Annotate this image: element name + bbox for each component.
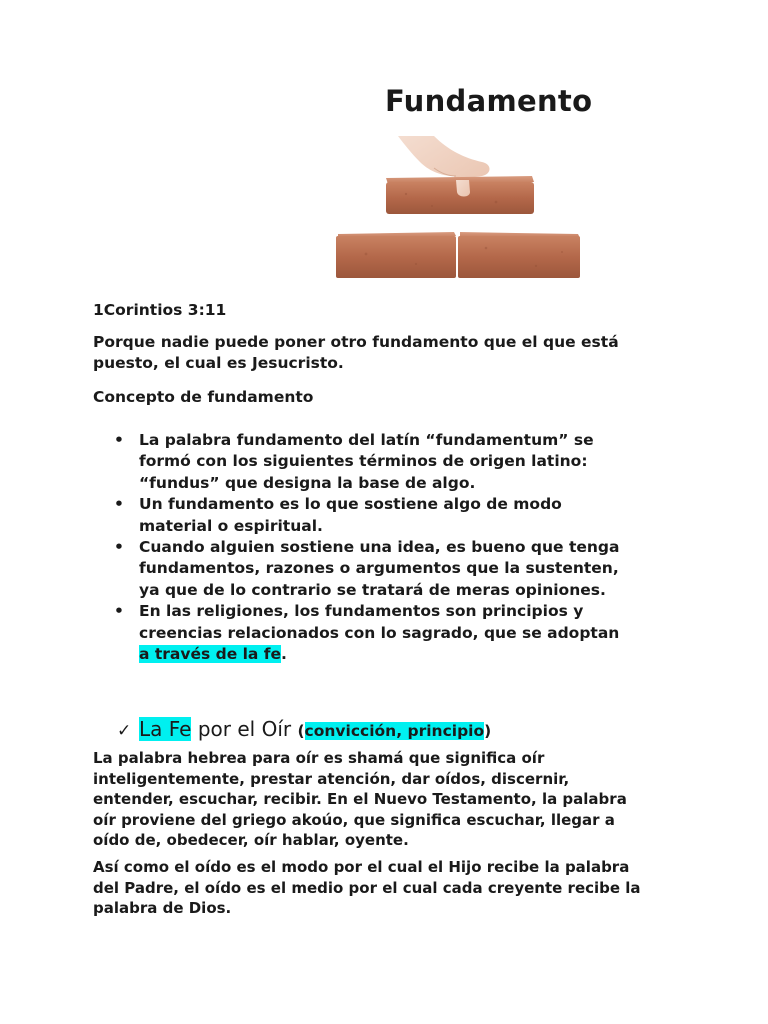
bullet-line: Cuando alguien sostiene una idea, es bueno que tenga: [139, 538, 620, 557]
bullet-icon: •: [114, 431, 124, 449]
verse-line: Porque nadie puede poner otro fundamento que el que está: [93, 333, 619, 351]
fe-heading-text: por el Oír: [191, 717, 298, 741]
verse-line: puesto, el cual es Jesucristo.: [93, 354, 344, 372]
paragraph-line: oído de, obedecer, oír hablar, oyente.: [93, 831, 409, 849]
highlighted-text: a través de la fe: [139, 645, 282, 664]
paren-open: (: [297, 722, 305, 740]
bullet-line: ya que de lo contrario se tratará de meras opiniones.: [139, 580, 606, 599]
paragraph-line: palabra de Dios.: [93, 899, 232, 917]
concept-heading: Concepto de fundamento: [93, 388, 314, 406]
bullet-line: formó con los siguientes términos de origen latino:: [139, 452, 588, 471]
bullet-icon: •: [114, 538, 124, 557]
paragraph-hearing: [93, 857, 683, 919]
paragraph-line: oír proviene del griego akoúo, que significa escuchar, llegar a: [93, 810, 615, 829]
hand-placing-brick-image: [336, 136, 580, 280]
fe-section-heading: [117, 714, 491, 742]
bullet-item: [93, 430, 693, 494]
concept-bullet-list: [93, 430, 693, 665]
checkmark-icon: ✓: [117, 721, 132, 741]
bullet-end: .: [281, 645, 287, 664]
paragraph-line: entender, escuchar, recibir. En el Nuevo Testamento, la palabra: [93, 790, 627, 808]
paragraph-line: La palabra hebrea para oír es shamá que significa oír: [93, 749, 545, 767]
paragraph-line: del Padre, el oído es el medio por el cual cada creyente recibe la: [93, 878, 641, 897]
paren-highlight: convicción, principio: [304, 722, 485, 740]
verse-reference: 1Corintios 3:11: [93, 301, 227, 319]
verse-text: [93, 332, 683, 374]
bullet-item: [93, 494, 693, 537]
bullet-item: [93, 537, 693, 601]
page-title: Fundamento: [385, 84, 593, 118]
bullet-line: fundamentos, razones o argumentos que la sustenten,: [139, 559, 619, 578]
bullet-icon: •: [114, 495, 124, 514]
paragraph-line: Así como el oído es el modo por el cual el Hijo recibe la palabra: [93, 858, 630, 876]
paren-close: ): [484, 722, 492, 740]
bullet-item: [93, 601, 693, 665]
bullet-line: Un fundamento es lo que sostiene algo de modo: [139, 495, 562, 514]
bullet-line: creencias relacionados con lo sagrado, que se adoptan: [139, 623, 620, 642]
fe-highlight: La Fe: [139, 717, 192, 741]
bullet-icon: •: [114, 602, 124, 621]
paragraph-hebrew-meaning: [93, 748, 683, 851]
bullet-line: material o espiritual.: [139, 516, 323, 535]
bullet-line: “fundus” que designa la base de algo.: [139, 473, 476, 492]
bullet-line: En las religiones, los fundamentos son principios y: [139, 602, 584, 621]
bullet-line: La palabra fundamento del latín “fundamentum” se: [139, 431, 594, 449]
paragraph-line: inteligentemente, prestar atención, dar oídos, discernir,: [93, 769, 570, 788]
